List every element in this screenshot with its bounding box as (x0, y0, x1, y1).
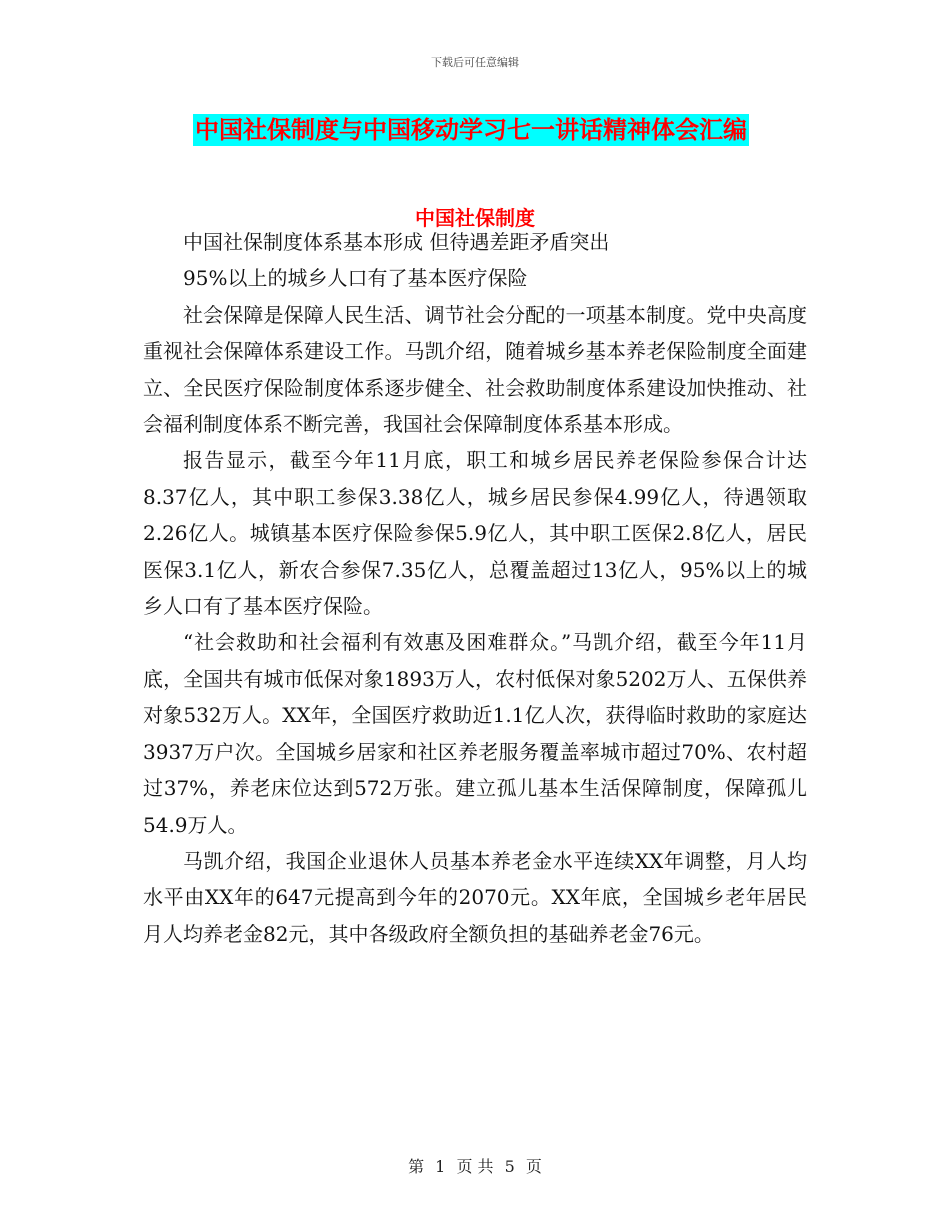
page-total: 5 (504, 1157, 515, 1176)
paragraph-subtitle-1: 中国社保制度体系基本形成 但待遇差距矛盾突出 (183, 230, 610, 254)
footer-middle: 页 共 (456, 1157, 494, 1176)
footer-suffix: 页 (525, 1157, 542, 1176)
paragraph: 报告显示，截至今年11月底，职工和城乡居民养老保险参保合计达8.37亿人，其中职工参保3.38亿人，城乡居民参保4.99亿人，待遇领取2.26亿人。城镇基本医疗保险参保5.9亿人，其中职工医保2.8亿人，居民医保3.1亿人，新农合参保7.35亿人，总覆盖超过13亿人，95%以上的城乡人口有了基本医疗保险。 (143, 448, 807, 619)
paragraph-subtitle-2: 95%以上的城乡人口有了基本医疗保险 (183, 266, 528, 291)
document-title: 中国社保制度与中国移动学习七一讲话精神体会汇编 (195, 116, 747, 144)
document-body (143, 224, 807, 952)
header-note: 下载后可任意编辑 (431, 56, 519, 69)
page-number: 1 (435, 1157, 446, 1176)
section-title: 中国社保制度 (415, 206, 535, 230)
paragraph: 社会保障是保障人民生活、调节社会分配的一项基本制度。党中央高度重视社会保障体系建设工作。马凯介绍，随着城乡基本养老保险制度全面建立、全民医疗保险制度体系逐步健全、社会救助制度体系建设加快推动、社会福利制度体系不断完善，我国社会保障制度体系基本形成。 (143, 302, 807, 437)
paragraph: “社会救助和社会福利有效惠及困难群众。”马凯介绍，截至今年11月底，全国共有城市低保对象1893万人，农村低保对象5202万人、五保供养对象532万人。XX年，全国医疗救助近1.1亿人次，获得临时救助的家庭达3937万户次。全国城乡居家和社区养老服务覆盖率城市超过70%、农村超过37%，养老床位达到572万张。建立孤儿基本生活保障制度，保障孤儿54.9万人。 (143, 630, 807, 837)
page-footer (0, 1154, 950, 1177)
footer-prefix: 第 (408, 1157, 425, 1176)
paragraph: 马凯介绍，我国企业退休人员基本养老金水平连续XX年调整，月人均水平由XX年的647元提高到今年的2070元。XX年底，全国城乡老年居民月人均养老金82元，其中各级政府全额负担的基础养老金76元。 (143, 848, 807, 946)
